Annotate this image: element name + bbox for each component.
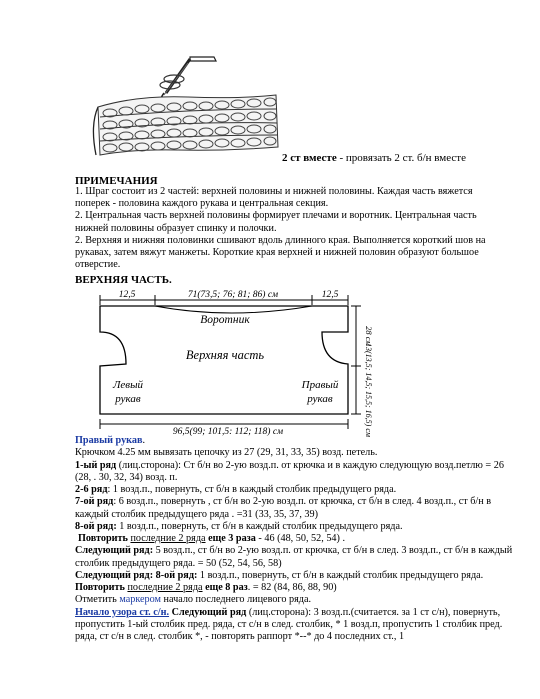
note-item: 2. Центральная часть верхней половины формирует плечами и воротник. Центральная часть нижней половины образует спинку и полочки. — [75, 210, 477, 234]
row-text: 5 возд.п., ст б/н во 2-ую возд.п. от крючка, ст б/н в след. 3 возд.п., ст б/н в каждый столбик предыдущего ряда. = 50 (52, 54, 56, 58) — [75, 545, 513, 569]
crochet-illustration — [78, 55, 288, 167]
next-row — [75, 545, 515, 570]
notes-list — [75, 186, 495, 271]
crochet-fabric — [93, 95, 278, 155]
repeat-count: еще 3 раза — [205, 533, 256, 544]
row-label: 2-6 — [75, 484, 89, 495]
right-sleeve-label: Правый — [301, 379, 339, 391]
row-label: 8-ой ряд: — [75, 520, 117, 532]
repeat-label: Повторить — [75, 582, 128, 593]
notes-title: ПРИМЕЧАНИЯ — [75, 175, 158, 187]
row-label: 7-ой ряд — [75, 496, 114, 508]
illustration-caption — [282, 152, 466, 164]
dim-side-bottom: 13(13,5; 14,5; 15,5; 16,5) см — [364, 343, 373, 437]
dim-bottom: 96,5(99; 101,5: 112; 118) см — [172, 427, 284, 437]
dim-side-top: 28 см — [364, 326, 374, 346]
repeat-result: . = 82 (84, 86, 88, 90) — [247, 582, 337, 593]
pattern-instructions — [75, 435, 515, 643]
repeat-underlined: последние 2 ряда — [130, 533, 206, 544]
marker-text: Отметить — [75, 594, 120, 606]
repeat-1 — [75, 533, 515, 545]
left-sleeve-label: Левый — [112, 379, 144, 391]
row-1 — [75, 460, 515, 485]
row-2-6 — [75, 484, 515, 496]
right-sleeve-heading — [75, 435, 515, 447]
pattern-start-row: Следующий ряд — [169, 606, 247, 618]
dim-top-right: 12,5 — [321, 290, 339, 300]
row-text: 1 возд.п., повернуть, ст б/н в каждый столбик предыдущего ряда. — [116, 520, 403, 532]
repeat-2 — [75, 582, 515, 594]
row-text: 1 возд.п., повернуть, ст б/н в каждый столбик предыдущего ряда. — [197, 569, 484, 581]
marker-text-2: начало последнего лицевого ряда. — [160, 594, 312, 606]
collar-label: Воротник — [200, 314, 250, 326]
center-label: Верхняя часть — [185, 348, 265, 362]
crochet-hook-icon — [161, 57, 216, 103]
row-text: : 6 возд.п., повернуть , ст б/н во 2-ую возд.п. от крючка, ст б/н в след. 4 возд.п., ст б/н в каждый столбик предыдущего ряда . =31 (33, 35, 37, 39) — [75, 496, 492, 520]
note-item: 2. Верхняя и нижняя половинки сшивают вдоль длинного края. Выполняется короткий шов на рукавах, затем вяжут манжеты. Короткие края верхней и нижней половин образуют большое отверстие. — [75, 234, 486, 271]
marker-word: маркером — [119, 594, 161, 606]
instruction-line: Крючком 4.25 мм вывязать цепочку из 27 (29, 31, 33, 35) возд. петель. — [75, 447, 378, 459]
pattern-start-label: Начало узора ст. с/н. — [75, 606, 170, 618]
dim-top-mid: 71(73,5; 76; 81; 86) см — [187, 290, 279, 300]
row-label: Следующий ряд: — [75, 545, 154, 557]
section-title: ВЕРХНЯЯ ЧАСТЬ. — [75, 274, 172, 286]
row-text: (лиц.сторона): Ст б/н во 2-ую возд.п. от крючка и в каждую следующую возд.петлю = 26 (28, . 30, 32, 34) возд. п. — [75, 459, 504, 483]
pattern-schematic — [80, 286, 374, 437]
row-8 — [75, 521, 515, 533]
row-label-2: ряд — [88, 484, 108, 495]
pattern-start — [75, 607, 515, 644]
dim-top-left: 12,5 — [118, 290, 136, 300]
row-text: : 1 возд.п., повернуть, ст б/н в каждый столбик предыдущего ряда. — [107, 484, 397, 495]
repeat-count: еще 8 раз — [202, 582, 248, 593]
marker-line — [75, 594, 515, 606]
caption-text: - провязать 2 ст. б/н вместе — [336, 152, 466, 164]
note-item: 1. Шраг состоит из 2 частей: верхней половины и нижней половины. Каждая часть вяжется поперек - половина каждого рукава и центральная секция. — [75, 186, 473, 210]
repeat-label: Повторить — [78, 533, 131, 544]
right-sleeve-label-2: рукав — [307, 393, 333, 405]
left-sleeve-label-2: рукав — [115, 393, 141, 405]
repeat-underlined: последние 2 ряда — [127, 582, 203, 593]
repeat-result: - 46 (48, 50, 52, 54) . — [255, 533, 345, 544]
row-7 — [75, 496, 515, 521]
title-dot: . — [142, 435, 146, 446]
row-text: (лиц.сторона): 3 возд.п.(считается. за 1 ст с/н), повернуть, пропустить 1-ый столбик пред. ряда, ст с/н в след. столбик, * 1 возд.п, пропустить 1 столбик пред. ряда, ст с/н в след. столбик *, - повторять раппорт *--* до 4 последних ст., 1 — [75, 606, 503, 642]
row-label: Следующий ряд: 8-ой ряд: — [75, 569, 198, 581]
right-sleeve-title: Правый рукав — [75, 435, 143, 446]
caption-bold: 2 ст вместе — [282, 152, 337, 164]
next-row-2 — [75, 570, 515, 582]
row-label: 1-ый ряд — [75, 459, 117, 471]
